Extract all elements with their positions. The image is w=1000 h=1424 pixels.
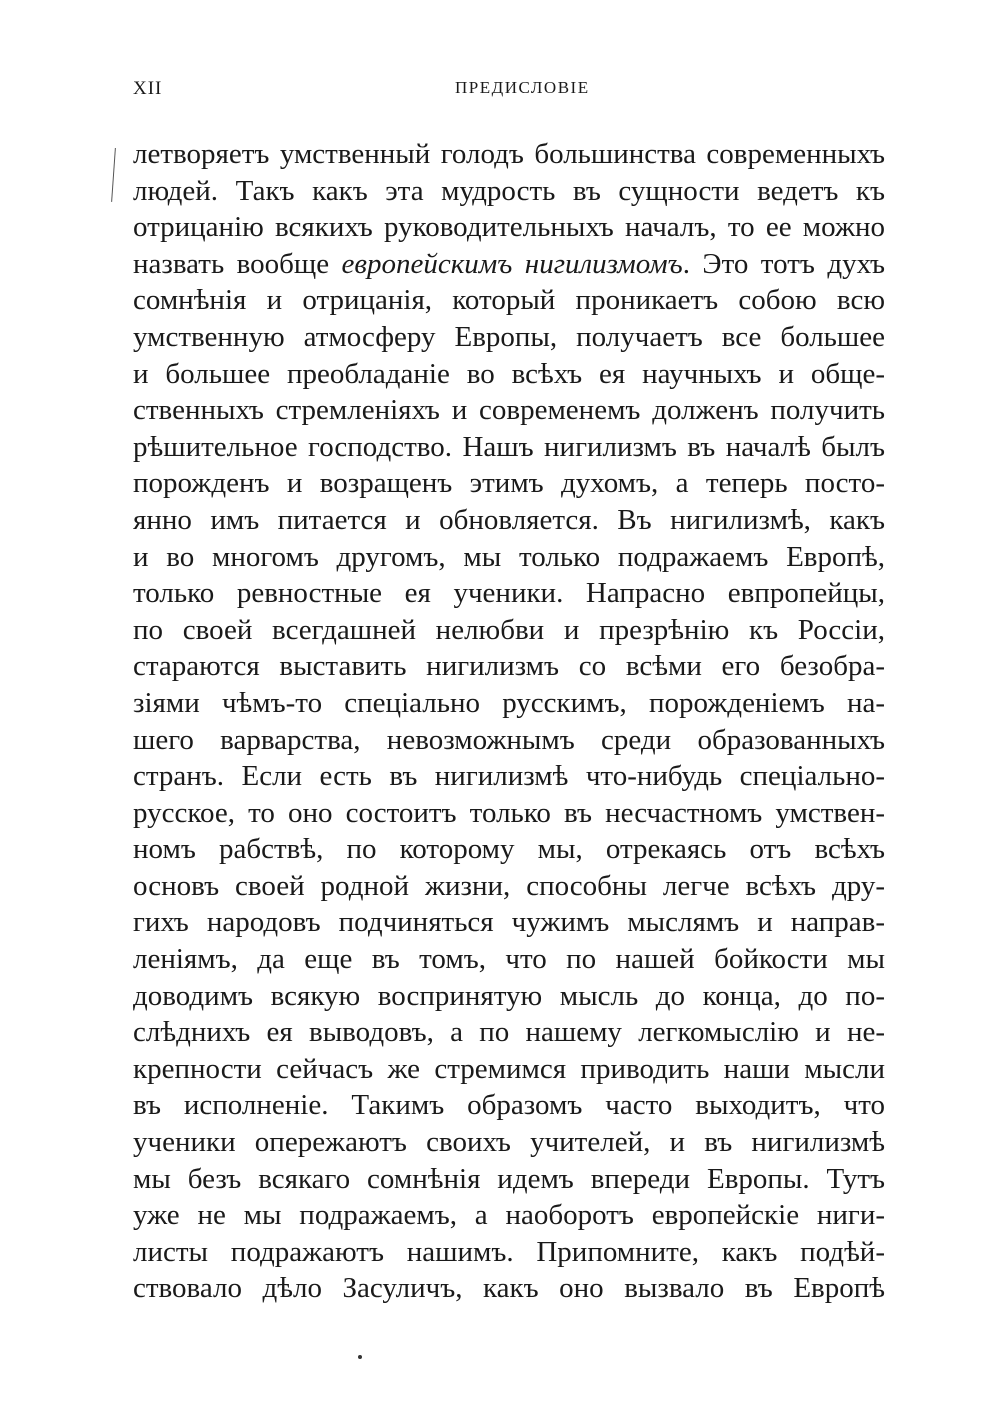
text-line: только ревностные ея ученики. Напрасно евпропейцы, xyxy=(133,577,885,610)
text-line: шего варварства, невозможнымъ среди образованныхъ xyxy=(133,723,885,756)
body-text xyxy=(133,136,885,1307)
text-line: крепности сейчасъ же стремимся приводить наши мысли xyxy=(133,1052,885,1085)
print-speck xyxy=(358,1355,362,1359)
text-line: ученики опережаютъ своихъ учителей, и въ нигилизмѣ xyxy=(133,1126,885,1159)
text-line: основъ своей родной жизни, способны легче всѣхъ дру- xyxy=(133,869,885,902)
text-line: уже не мы подражаемъ, а наоборотъ европейскіе ниги- xyxy=(133,1199,885,1232)
text-line: летворяетъ умственный голодъ большинства современныхъ xyxy=(133,138,885,170)
text-line: мы безъ всякаго сомнѣнія идемъ впереди Европы. Тутъ xyxy=(133,1162,885,1195)
text-line: отрицанію всякихъ руководительныхъ началъ, то ее можно xyxy=(133,211,885,244)
page-number: XII xyxy=(133,78,163,99)
text-line: порожденъ и возращенъ этимъ духомъ, а теперь посто- xyxy=(133,467,885,500)
text-line: и во многомъ другомъ, мы только подражаемъ Европѣ, xyxy=(133,540,885,573)
text-line: зіями чѣмъ-то спеціально русскимъ, порожденіемъ на- xyxy=(133,686,885,719)
margin-pencil-mark xyxy=(111,148,118,202)
text-line: въ исполненіе. Такимъ образомъ часто выходитъ, что xyxy=(133,1089,885,1122)
text-line: рѣшительное господство. Нашъ нигилизмъ въ началѣ былъ xyxy=(133,430,885,463)
text-line: стараются выставить нигилизмъ со всѣми его безобра- xyxy=(133,650,885,683)
text-line: леніямъ, да еще въ томъ, что по нашей бойкости мы xyxy=(133,943,885,976)
text-line: людей. Такъ какъ эта мудрость въ сущности ведетъ къ xyxy=(133,174,885,207)
text-line: умственную атмосферу Европы, получаетъ все большее xyxy=(133,320,885,353)
text-line: по своей всегдашней нелюбви и презрѣнію къ Россіи, xyxy=(133,613,885,646)
text-line: и большее преобладаніе во всѣхъ ея научныхъ и обще- xyxy=(133,357,885,390)
text-line: янно имъ питается и обновляется. Въ нигилизмѣ, какъ xyxy=(133,503,885,536)
emphasized-phrase: европейскимъ нигилизмомъ xyxy=(341,247,683,280)
text-segment: . Это тотъ духъ xyxy=(682,247,885,280)
text-line: русское, то оно состоитъ только въ несчастномъ умствен- xyxy=(133,796,885,829)
text-line: гихъ народовъ подчиняться чужимъ мыслямъ и направ- xyxy=(133,906,885,939)
text-segment: назвать вообще xyxy=(133,247,342,280)
running-head: ПРЕДИСЛОВІЕ xyxy=(455,78,590,97)
text-line: ственныхъ стремленіяхъ и современемъ долженъ получить xyxy=(133,394,885,427)
text-line: ствовало дѣло Засуличъ, какъ оно вызвало въ Европѣ xyxy=(133,1272,885,1305)
text-line: сомнѣнія и отрицанія, который проникаетъ собою всю xyxy=(133,284,885,317)
text-line: странъ. Если есть въ нигилизмѣ что-нибудь спеціально- xyxy=(133,760,885,793)
page-header xyxy=(133,78,883,108)
text-line: номъ рабствѣ, по которому мы, отрекаясь отъ всѣхъ xyxy=(133,833,885,866)
text-line: доводимъ всякую воспринятую мысль до конца, до по- xyxy=(133,979,885,1012)
text-line: листы подражаютъ нашимъ. Припомните, какъ подѣй- xyxy=(133,1235,885,1268)
text-line: слѣднихъ ея выводовъ, а по нашему легкомыслію и не- xyxy=(133,1016,885,1049)
text-line xyxy=(133,246,885,283)
